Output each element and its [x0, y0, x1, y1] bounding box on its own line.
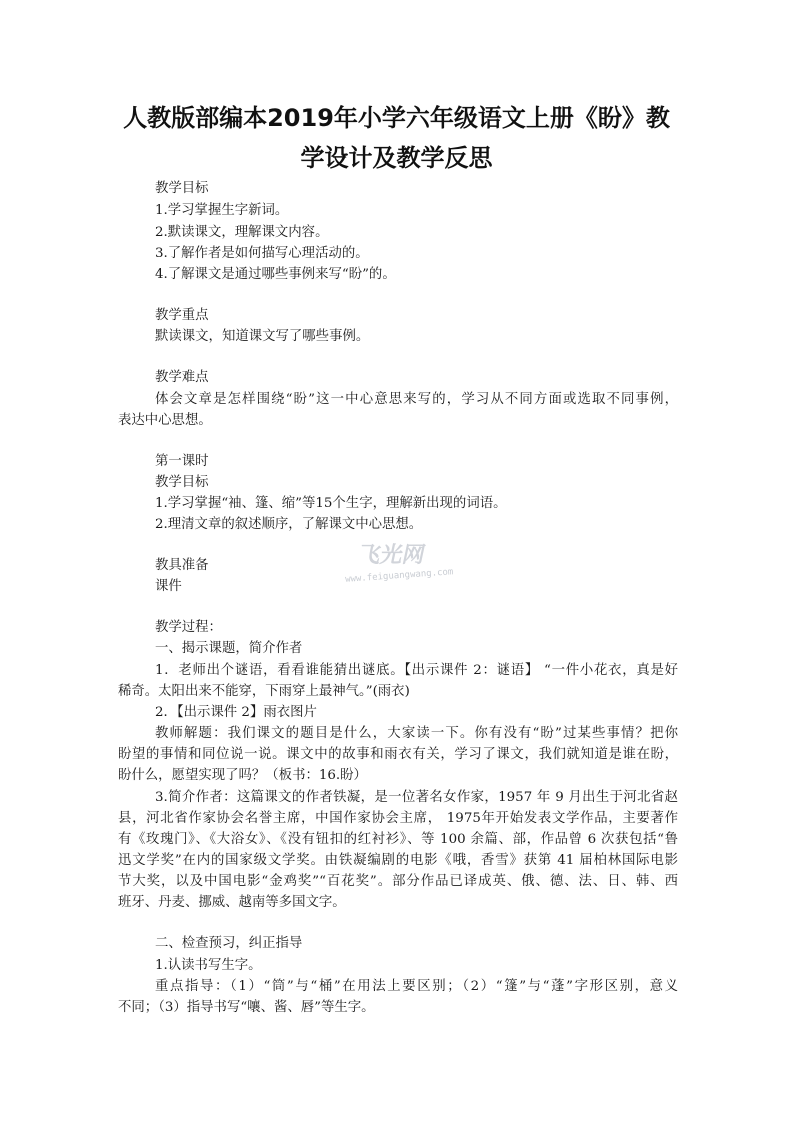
svg-text:飞光网: 飞光网: [355, 542, 428, 568]
paragraph-line: 县，河北省作家协会名誉主席，中国作家协会主席， 1975年开始发表文学作品，主要著作: [118, 811, 678, 826]
paragraph-line: 有《玫瑰门》、《大浴女》、《没有钮扣的红衬衫》、等 100 余篇、部，作品曾 6 次获包括“鲁: [118, 832, 678, 847]
document-title-line-2: 学设计及教学反思: [300, 144, 493, 172]
paragraph-line: 1.认读书写生字。: [155, 958, 262, 973]
paragraph-line: 盼什么，愿望实现了吗？（板书：16.盼）: [118, 768, 367, 783]
goal-item-3: 3.了解作者是如何描写心理活动的。: [155, 246, 369, 261]
heading-teaching-goals: 教学目标: [155, 181, 209, 196]
heading-first-lesson: 第一课时: [155, 454, 209, 469]
lesson-goal-item-2: 2.理清文章的叙述顺序，了解课文中心思想。: [155, 517, 423, 532]
heading-key-points: 教学重点: [155, 308, 209, 323]
site-watermark-logo: [325, 535, 475, 585]
heading-difficulties: 教学难点: [155, 370, 209, 385]
paragraph-line: 1．老师出个谜语，看看谁能猜出谜底。【出示课件 2：谜语】 “一件小花衣，真是好: [155, 663, 678, 678]
teaching-aids-text: 课件: [155, 579, 182, 594]
paragraph-line: 班牙、丹麦、挪威、越南等多国文字。: [118, 895, 346, 910]
goal-item-2: 2.默读课文，理解课文内容。: [155, 225, 329, 240]
paragraph-line: 稀奇。太阳出来不能穿，下雨穿上最神气。”(雨衣): [118, 684, 410, 699]
paragraph-line: 不同；（3）指导书写“嚷、酱、唇”等生字。: [118, 1000, 375, 1015]
difficulties-text-line: 体会文章是怎样围绕“盼”这一中心意思来写的，学习从不同方面或选取不同事例，: [155, 392, 678, 407]
paragraph-line: 节大奖，以及中国电影“金鸡奖”“百花奖”。部分作品已译成英、俄、德、法、日、韩、西: [118, 874, 678, 889]
paragraph-line: 教师解题：我们课文的题目是什么，大家读一下。你有没有“盼”过某些事情？把你: [155, 726, 678, 741]
paragraph-line: 盼望的事情和同位说一说。课文中的故事和雨衣有关，学习了课文，我们就知道是谁在盼，: [118, 747, 678, 762]
difficulties-text-line: 表达中心思想。: [118, 413, 212, 428]
svg-text:www.feiguangwang.com: www.feiguangwang.com: [344, 567, 454, 585]
heading-lesson-goals: 教学目标: [155, 475, 209, 490]
key-points-text: 默读课文，知道课文写了哪些事例。: [155, 329, 370, 344]
section-heading-2: 二、检查预习，纠正指导: [155, 936, 303, 951]
goal-item-4: 4.了解课文是通过哪些事例来写“盼”的。: [155, 267, 396, 282]
paragraph-line: 迅文学奖”在内的国家级文学奖。由铁凝编剧的电影《哦，香雪》获第 41 届柏林国际电影: [118, 853, 678, 868]
heading-teaching-aids: 教具准备: [155, 558, 209, 573]
goal-item-1: 1.学习掌握生字新词。: [155, 203, 289, 218]
paragraph-line: 2．【出示课件 2】雨衣图片: [155, 705, 317, 720]
paragraph-line: 重点指导：（1）“筒”与“桶”在用法上要区别；（2）“篷”与“蓬”字形区别，意义: [155, 979, 678, 994]
section-heading-1: 一、揭示课题，简介作者: [155, 641, 303, 656]
paragraph-line: 3.简介作者：这篇课文的作者铁凝，是一位著名女作家，1957 年 9 月出生于河北省赵: [155, 790, 678, 805]
lesson-goal-item-1: 1.学习掌握“袖、篷、缩”等15个生字，理解新出现的词语。: [155, 496, 507, 511]
document-title-line-1: 人教版部编本2019年小学六年级语文上册《盼》教: [123, 104, 670, 132]
heading-teaching-process: 教学过程：: [155, 620, 222, 635]
